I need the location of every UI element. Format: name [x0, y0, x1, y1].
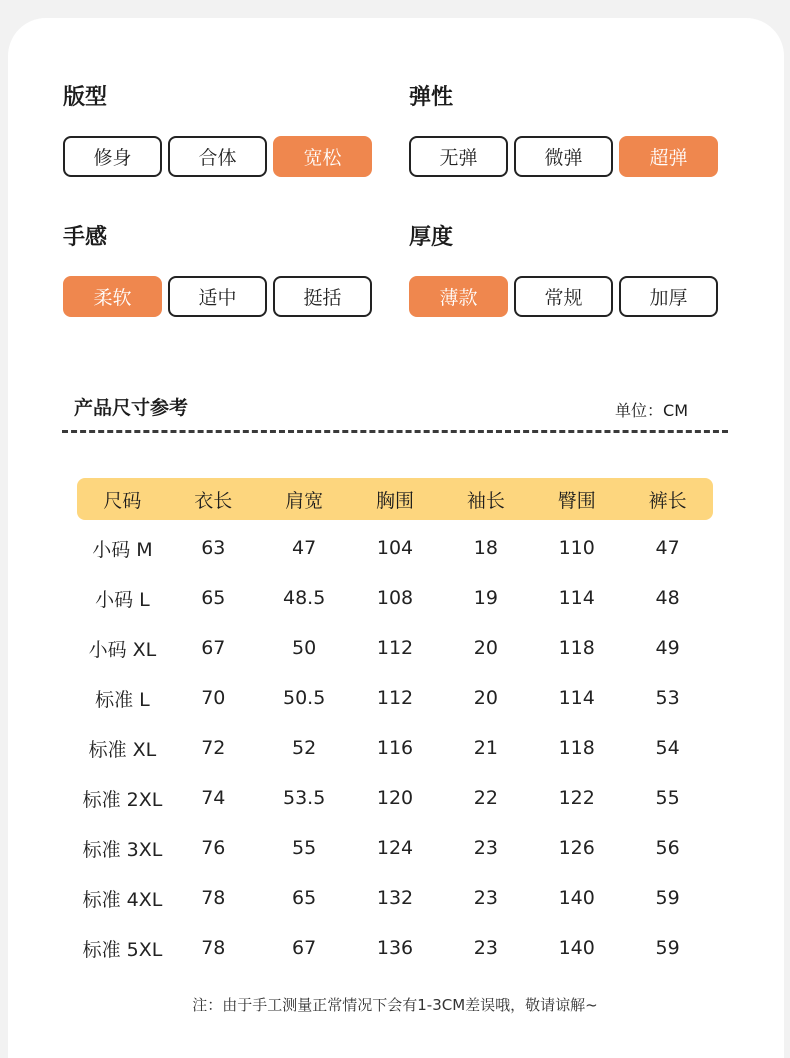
table-cell: 小码 XL: [88, 638, 157, 661]
table-cell: 120: [376, 787, 414, 809]
header-shoulder: 肩宽: [285, 489, 324, 512]
table-row: [77, 673, 713, 723]
table-cell: 136: [376, 937, 414, 959]
header-chest: 胸围: [376, 489, 415, 512]
table-row: [77, 723, 713, 773]
option-slim[interactable]: 修身: [63, 136, 162, 177]
table-cell: 小码 M: [92, 538, 153, 561]
table-cell: 132: [376, 887, 414, 909]
option-slight-stretch[interactable]: 微弹: [514, 136, 613, 177]
attribute-title: 厚度: [409, 225, 454, 250]
option-thick[interactable]: 加厚: [619, 276, 718, 317]
unit-label: 单位：CM: [615, 401, 688, 420]
table-cell: 55: [292, 837, 317, 859]
table-cell: 140: [558, 887, 595, 909]
table-cell: 23: [473, 837, 498, 859]
table-cell: 67: [201, 637, 226, 659]
table-cell: 52: [292, 737, 317, 759]
attribute-group-elasticity: [409, 83, 729, 177]
option-loose[interactable]: 宽松: [273, 136, 372, 177]
table-cell: 65: [201, 587, 226, 609]
size-section-title: 产品尺寸参考: [74, 397, 189, 419]
attribute-title: 弹性: [409, 85, 454, 110]
table-row: [77, 923, 713, 973]
option-moderate[interactable]: 适中: [168, 276, 267, 317]
option-no-stretch[interactable]: 无弹: [409, 136, 508, 177]
option-crisp[interactable]: 挺括: [273, 276, 372, 317]
attribute-group-thickness: [409, 223, 729, 317]
table-cell: 55: [655, 787, 680, 809]
table-cell: 20: [473, 637, 498, 659]
table-cell: 112: [376, 637, 414, 659]
header-hip: 臀围: [557, 489, 596, 512]
table-cell: 65: [292, 887, 317, 909]
table-cell: 50: [292, 637, 317, 659]
table-cell: 78: [201, 937, 226, 959]
attribute-group-feel: [63, 223, 383, 317]
table-cell: 110: [558, 537, 595, 559]
table-cell: 59: [655, 887, 680, 909]
table-row: [77, 873, 713, 923]
attribute-group-fit: [63, 83, 383, 177]
table-cell: 50.5: [282, 687, 326, 709]
table-row: [77, 823, 713, 873]
table-cell: 108: [376, 587, 414, 609]
table-cell: 112: [376, 687, 414, 709]
table-cell: 标准 L: [95, 688, 150, 711]
table-cell: 49: [655, 637, 680, 659]
option-normal[interactable]: 常规: [514, 276, 613, 317]
header-sleeve: 袖长: [466, 489, 505, 512]
option-super-stretch[interactable]: 超弹: [619, 136, 718, 177]
table-cell: 47: [655, 537, 680, 559]
table-cell: 67: [292, 937, 317, 959]
table-cell: 48: [655, 587, 680, 609]
table-cell: 72: [201, 737, 226, 759]
header-size: 尺码: [103, 489, 142, 512]
table-cell: 54: [655, 737, 680, 759]
table-cell: 标准 2XL: [82, 788, 163, 811]
table-cell: 53.5: [282, 787, 326, 809]
table-cell: 小码 L: [95, 588, 150, 611]
table-cell: 48.5: [282, 587, 326, 609]
table-cell: 47: [292, 537, 317, 559]
table-cell: 126: [558, 837, 595, 859]
table-cell: 70: [201, 687, 226, 709]
table-cell: 124: [376, 837, 414, 859]
table-cell: 114: [558, 687, 595, 709]
header-length: 衣长: [194, 489, 233, 512]
option-thin[interactable]: 薄款: [409, 276, 508, 317]
option-regular[interactable]: 合体: [168, 136, 267, 177]
option-soft[interactable]: 柔软: [63, 276, 162, 317]
table-cell: 19: [473, 587, 498, 609]
table-cell: 56: [655, 837, 680, 859]
attribute-title: 手感: [63, 225, 108, 250]
table-header: [77, 478, 713, 520]
table-cell: 140: [558, 937, 595, 959]
table-cell: 标准 3XL: [82, 838, 163, 861]
table-cell: 78: [201, 887, 226, 909]
table-cell: 53: [655, 687, 680, 709]
table-cell: 63: [201, 537, 226, 559]
table-row: [77, 523, 713, 573]
table-cell: 116: [376, 737, 414, 759]
table-row: [77, 623, 713, 673]
header-pants-length: 裤长: [648, 489, 687, 512]
table-cell: 118: [558, 637, 595, 659]
table-cell: 74: [201, 787, 226, 809]
table-row: [77, 773, 713, 823]
table-cell: 114: [558, 587, 595, 609]
table-body: [77, 523, 713, 973]
table-cell: 标准 XL: [88, 738, 157, 761]
table-cell: 21: [473, 737, 498, 759]
table-cell: 59: [655, 937, 680, 959]
table-cell: 20: [473, 687, 498, 709]
table-cell: 22: [473, 787, 498, 809]
attribute-title: 版型: [63, 85, 108, 110]
table-cell: 118: [558, 737, 595, 759]
table-row: [77, 573, 713, 623]
table-cell: 18: [473, 537, 498, 559]
measurement-note: 注：由于手工测量正常情况下会有1-3CM差误哦，敬请谅解~: [192, 996, 598, 1014]
table-cell: 76: [201, 837, 226, 859]
table-cell: 23: [473, 887, 498, 909]
table-cell: 标准 5XL: [82, 938, 163, 961]
table-cell: 23: [473, 937, 498, 959]
table-cell: 104: [376, 537, 414, 559]
dashed-divider: [62, 430, 728, 433]
size-table: [77, 478, 713, 973]
table-cell: 122: [558, 787, 595, 809]
table-cell: 标准 4XL: [82, 888, 163, 911]
